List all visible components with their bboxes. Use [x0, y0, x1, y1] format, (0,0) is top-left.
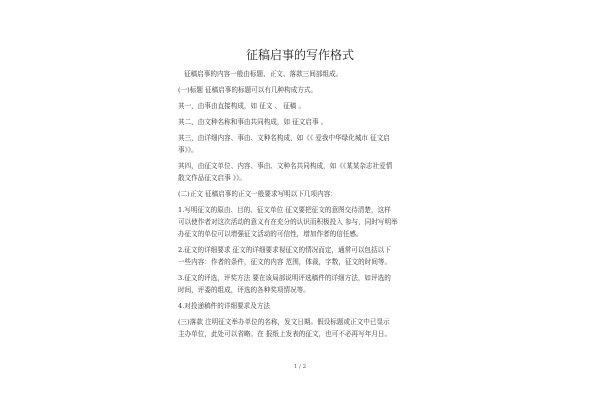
paragraph	[178, 188, 428, 200]
paragraph-line: 办征文的单位可以增强征文活动的可信性，增加作者的信任感。	[178, 230, 363, 239]
paragraph	[178, 300, 428, 312]
paragraph-line: (三)落款 注明征文举办单位的名称，发文日期。假设标题或正文中已显示	[178, 318, 390, 327]
paragraph	[178, 116, 428, 128]
paragraph-line: 散文作品征文启事 》》。	[178, 173, 247, 182]
paragraph-line: 其三，由详细内容、事由、文种名构成，如《《 爱我中华绿化城市 征文启	[178, 133, 390, 142]
paragraph-line: 其四，由征文单位、内容、事由、文种名共同构成，如《《某某杂志社爱情	[178, 161, 393, 170]
paragraph	[178, 84, 428, 96]
paragraph-line: 时间，评委的组成，评选的各种奖项情况等。	[178, 286, 310, 295]
paragraph	[178, 272, 428, 296]
paragraph-line: 其一，由事由直接构成，如 征文 、 征稿 。	[178, 101, 306, 110]
paragraph-line: 主办单位，此处可以省略。在 报纸上发表的征文，也可不必再写年月日。	[178, 330, 392, 339]
paragraph-line: 3.征文的评选，评奖方法 要在该局部说明评选稿件的详细方法，如评选的	[178, 274, 391, 283]
paragraph	[178, 244, 428, 268]
paragraph	[178, 132, 428, 156]
paragraph	[178, 100, 428, 112]
paragraph	[178, 204, 428, 241]
paragraph	[178, 160, 428, 184]
document-title: 征稿启事的写作格式	[245, 48, 354, 62]
paragraph-line: (二)正文 征稿启事的正文一般要求写明以下几项内容：	[178, 189, 337, 198]
paragraph-line: 4.对投递稿件的详细要求及方法	[178, 302, 271, 311]
paragraph	[178, 68, 428, 80]
paragraph-line: (一)标题 征稿启事的标题可以有几种构成方式。	[178, 85, 318, 94]
paragraph-line: 征稿启事的内容一般由标题、正文、落款三间部组成。	[184, 70, 343, 78]
paragraph-line: 一些内容：作者的条件，征文的内容 范围，体裁，字数，征文的时间等。	[178, 258, 392, 267]
paragraph-line: 可以使作者对这次活动的意义有在充分的认识而积极投入 参与，同时写明举	[178, 217, 398, 226]
paragraph-line: 事》》。	[178, 145, 198, 154]
paragraph-line: 其二，由文种名称和事由共同构成，如 征文启事 。	[178, 117, 328, 126]
document-body	[178, 68, 428, 340]
paragraph	[178, 316, 428, 340]
paragraph-line: 2.征文的详细要求 征文的详细要求视征文的情况而定，通常可以包括以下	[178, 245, 391, 254]
page-number: 1 / 2	[293, 364, 307, 370]
paragraph-line: 1.写明征文的原由、目的、征文单位 征文要把征文的意图交待清楚，这样	[178, 205, 391, 214]
